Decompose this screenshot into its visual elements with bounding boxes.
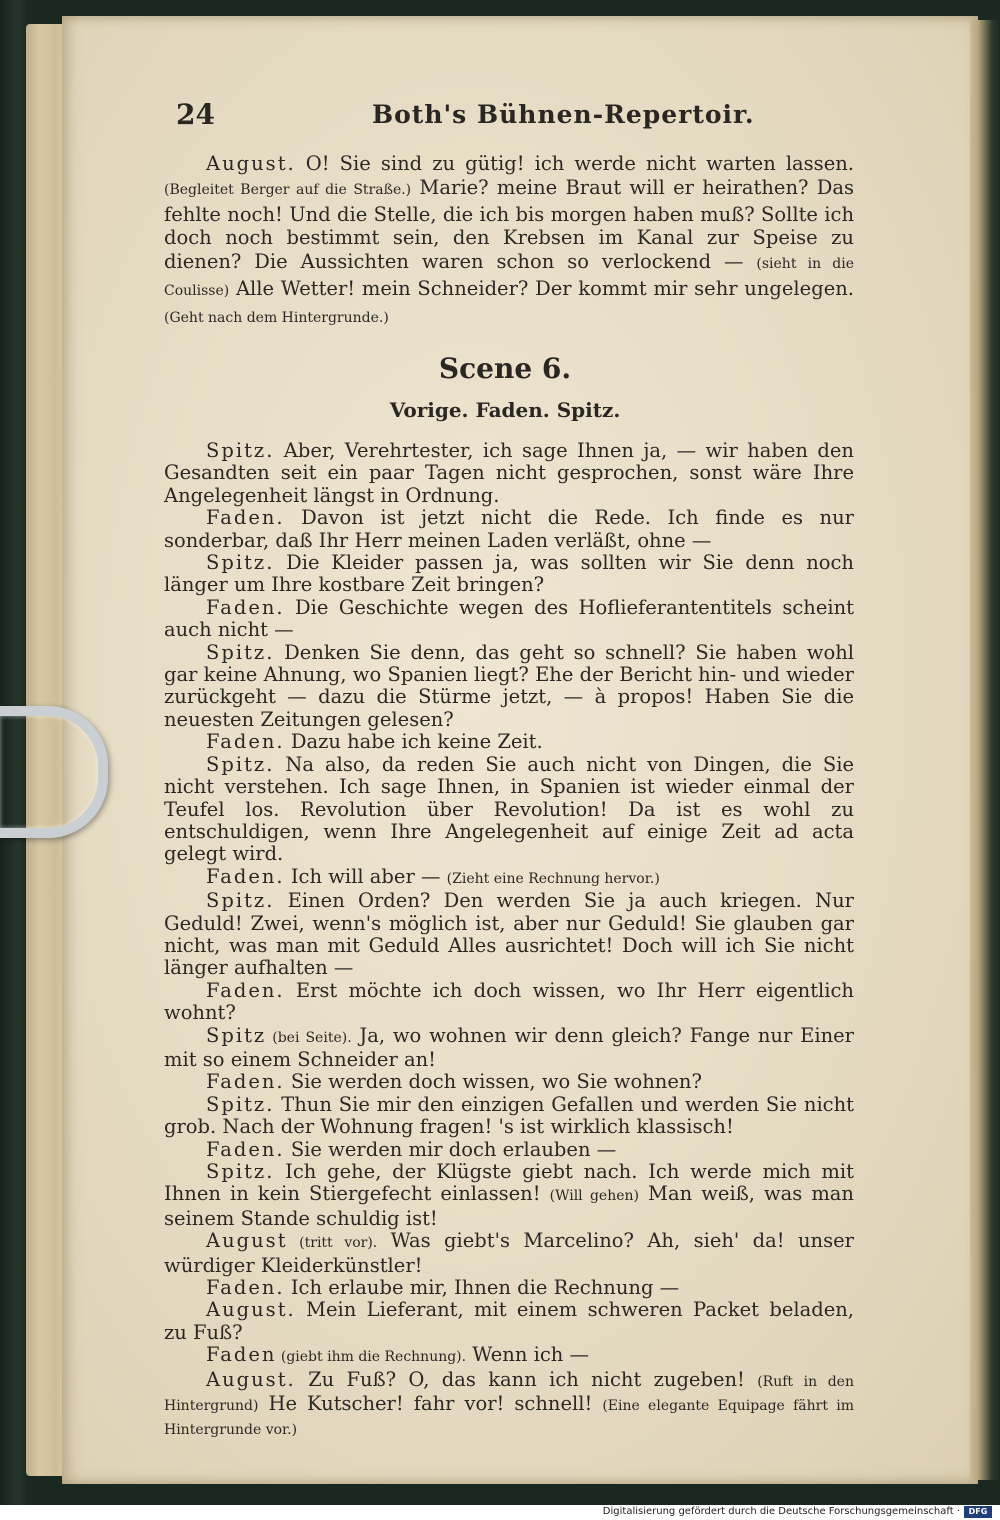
- speaker-name: Spitz.: [206, 439, 275, 462]
- page-right-edge: [970, 20, 1000, 1480]
- speaker-name: Spitz.: [206, 640, 275, 664]
- dialogue-line: [164, 1369, 854, 1442]
- speech-text: O! Sie sind zu gütig! ich werde nicht warten lassen.: [295, 152, 854, 175]
- dfg-logo: DFG: [964, 1506, 992, 1518]
- dialogue-line: [164, 1071, 854, 1093]
- dialogue-line: [164, 866, 854, 890]
- speech-text: Mein Lieferant, mit einem schweren Packet beladen, zu Fuß?: [164, 1298, 854, 1344]
- dialogue-line: [164, 980, 854, 1025]
- stage-direction: (bei Seite).: [266, 1029, 352, 1046]
- speaker-name: August.: [206, 1298, 296, 1322]
- dialogue-line: [164, 1299, 854, 1344]
- stage-direction: (Zieht eine Rechnung hervor.): [446, 870, 660, 887]
- speech-text: Denken Sie denn, das geht so schnell? Sie haben wohl gar keine Ahnung, wo Spanien liegt? Ehe der Bericht hin- und wieder zurückgeht — dazu die Stürme jetzt, — à propos! Haben Sie die neuesten Zeitungen gelesen?: [164, 640, 854, 731]
- speech-text: Ich erlaube mir, Ihnen die Rechnung —: [284, 1276, 680, 1300]
- speech-text: Ich will aber —: [284, 864, 447, 888]
- dialogue-line: [164, 597, 854, 642]
- speech-text: Sie werden mir doch erlauben —: [284, 1137, 617, 1161]
- speaker-name: Faden.: [206, 978, 285, 1002]
- speech-text: Zu Fuß? O, das kann ich nicht zugeben!: [295, 1367, 758, 1391]
- speaker-name: August.: [206, 152, 296, 175]
- speech-text: Davon ist jetzt nicht die Rede. Ich finde es nur sonderbar, daß Ihr Herr meinen Laden verläßt, ohne —: [164, 506, 854, 552]
- speech-text: Alle Wetter! mein Schneider? Der kommt mir sehr ungelegen.: [229, 276, 854, 300]
- speech-text: Die Geschichte wegen des Hoflieferantentitels scheint auch nicht —: [164, 595, 854, 642]
- speaker-name: Spitz: [206, 1023, 267, 1047]
- dialogue-line: [164, 440, 854, 507]
- dialogue-line: [164, 890, 854, 980]
- stage-direction: (tritt vor).: [287, 1235, 378, 1252]
- speaker-name: Spitz.: [206, 551, 275, 575]
- dialogue: [164, 440, 854, 1442]
- dialogue-line: [164, 731, 854, 753]
- dialogue-line: [164, 1344, 854, 1368]
- page-number: 24: [176, 98, 215, 131]
- dialogue-line: [164, 1025, 854, 1072]
- paper-clip: [0, 706, 108, 838]
- speech-text: Was giebt's Marcelino? Ah, sieh' da! unser würdiger Kleiderkünstler!: [164, 1229, 854, 1277]
- speech-text: Ich gehe, der Klügste giebt nach. Ich werde mich mit Ihnen in kein Stiergefecht einlassen!: [164, 1160, 854, 1206]
- stage-direction: (Ruft in den Hintergrund): [164, 1373, 854, 1415]
- dialogue-line: [164, 1230, 854, 1277]
- speech-text: Wenn ich —: [466, 1343, 590, 1367]
- stage-direction: (Geht nach dem Hintergrunde.): [164, 309, 389, 326]
- speech-text: Thun Sie mir den einzigen Gefallen und werden Sie nicht grob. Nach der Wohnung fragen! 's ist wirklich klassisch!: [164, 1092, 854, 1139]
- speech-text: Sie werden doch wissen, wo Sie wohnen?: [284, 1070, 702, 1094]
- speech-text: Dazu habe ich keine Zeit.: [284, 730, 543, 754]
- speaker-name: Spitz.: [206, 1092, 275, 1116]
- running-head: [176, 98, 846, 138]
- opening-speech: [164, 152, 854, 331]
- speech-text: Erst möchte ich doch wissen, wo Ihr Herr eigentlich wohnt?: [164, 978, 854, 1025]
- speech-paragraph: [164, 152, 854, 331]
- speaker-name: Faden.: [206, 864, 285, 888]
- speaker-name: Faden.: [206, 506, 285, 530]
- footer-bar: [0, 1505, 1000, 1520]
- speaker-name: August.: [206, 1367, 296, 1391]
- speech-text: He Kutscher! fahr vor! schnell!: [258, 1392, 603, 1416]
- speaker-name: Spitz.: [206, 1160, 275, 1183]
- scene-persons: Vorige. Faden. Spitz.: [389, 398, 621, 422]
- dialogue-line: [164, 1277, 854, 1299]
- stage-direction: (Will gehen): [549, 1188, 639, 1205]
- speaker-name: Faden: [206, 1343, 277, 1367]
- speaker-name: Faden.: [206, 1070, 285, 1094]
- speaker-name: Faden.: [206, 730, 285, 754]
- speech-text: Einen Orden? Den werden Sie ja auch kriegen. Nur Geduld! Zwei, wenn's möglich ist, aber nur Geduld! Sie glauben gar nicht, was man mit Geduld Alles ausrichtet! Doch will ich Sie nicht länger aufhalten —: [164, 889, 854, 980]
- stage-direction: (Eine elegante Equipage fährt im Hintergrunde vor.): [164, 1398, 854, 1439]
- speaker-name: August: [206, 1229, 288, 1253]
- dialogue-line: [164, 1094, 854, 1139]
- speech-text: Marie? meine Braut will er heirathen? Das fehlte noch! Und die Stelle, die ich bis morgen haben muß? Sollte ich doch noch bestimmt sein, den Krebsen im Kanal zur Speise zu dienen? Die Aussichten waren schon so verlockend —: [164, 175, 854, 274]
- dialogue-line: [164, 507, 854, 552]
- speech-text: Aber, Verehrtester, ich sage Ihnen ja, — wir haben den Gesandten seit ein paar Tagen nicht gesprochen, sonst wäre Ihre Angelegenheit längst in Ordnung.: [164, 439, 854, 507]
- speech-text: Na also, da reden Sie auch nicht von Dingen, die Sie nicht verstehen. Ich sage Ihnen, in Spanien ist wieder einmal der Teufel los. Revolution über Revolution! Da ist es wohl zu entschuldigen, wenn Ihre Angelegenheit auf einige Zeit ad acta gelegt wird.: [164, 752, 854, 866]
- speaker-name: Spitz.: [206, 752, 275, 776]
- dialogue-line: [164, 552, 854, 597]
- speaker-name: Spitz.: [206, 889, 275, 913]
- journal-title: Both's Bühnen-Repertoir.: [372, 100, 755, 129]
- speaker-name: Faden.: [206, 1137, 285, 1161]
- digitization-credit: Digitalisierung gefördert durch die Deutsche Forschungsgemeinschaft ·: [602, 1506, 960, 1517]
- dialogue-line: [164, 1139, 854, 1161]
- speech-text: Man weiß, was man seinem Stande schuldig ist!: [164, 1182, 854, 1230]
- dialogue-line: [164, 754, 854, 866]
- speech-text: Die Kleider passen ja, was sollten wir Sie denn noch länger um Ihre kostbare Zeit bringen?: [164, 551, 854, 597]
- stage-direction: (giebt ihm die Rechnung).: [276, 1349, 467, 1366]
- speech-text: Ja, wo wohnen wir denn gleich? Fange nur Einer mit so einem Schneider an!: [164, 1023, 854, 1071]
- stage-direction: (sieht in die Coulisse): [164, 256, 855, 299]
- stage-direction: (Begleitet Berger auf die Straße.): [164, 181, 412, 198]
- dialogue-line: [164, 1161, 854, 1230]
- dialogue-line: [164, 642, 854, 732]
- scene-heading: Scene 6.: [438, 352, 572, 385]
- speaker-name: Faden.: [206, 1276, 285, 1300]
- speaker-name: Faden.: [206, 595, 285, 619]
